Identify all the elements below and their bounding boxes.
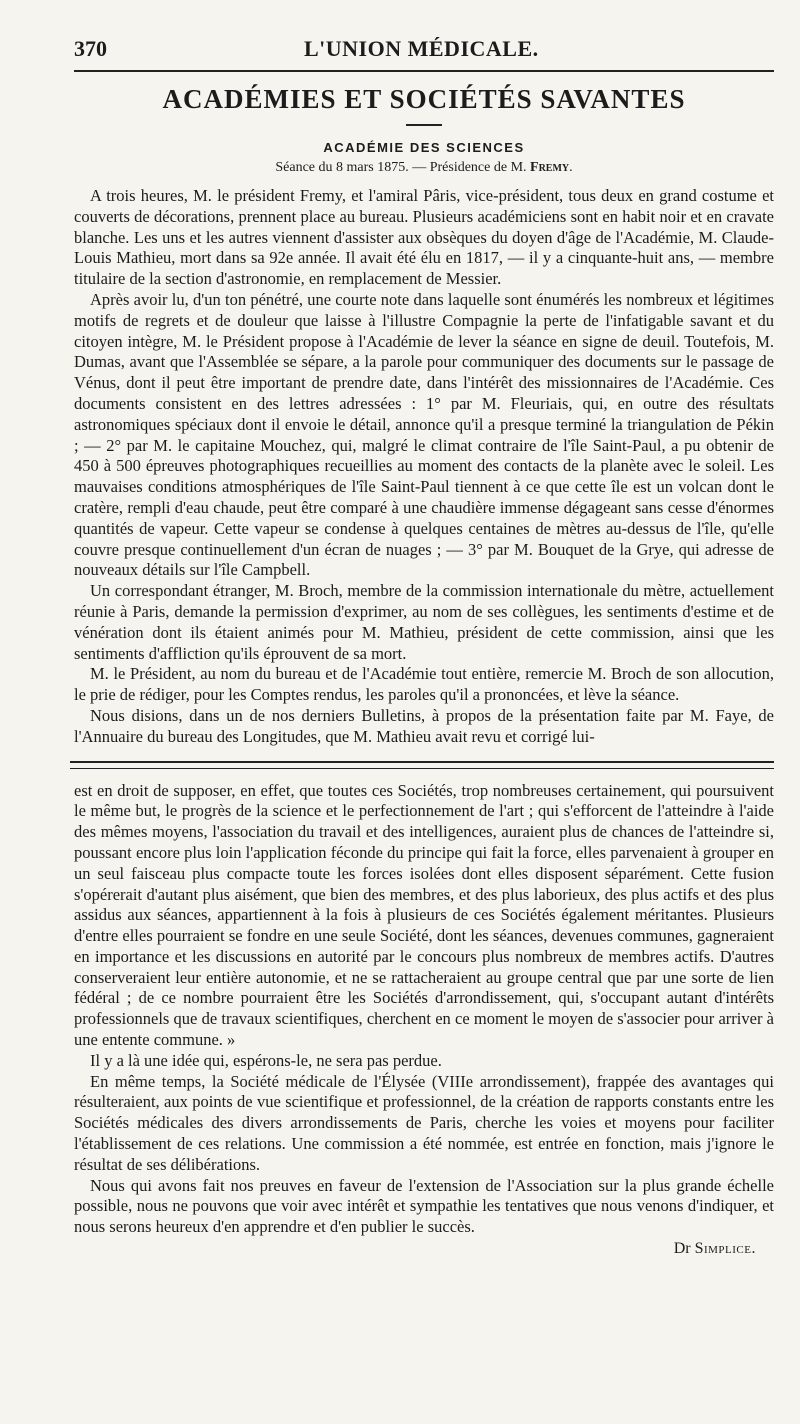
signature-name: Simplice. [694,1240,756,1258]
paragraph: A trois heures, M. le président Fremy, et l'amiral Pâris, vice-président, tous deux en grand costume et couverts de décorations, prennent place au bureau. Plusieurs académiciens sont en habit noir et en cravate blanche. Les uns et les autres viennent d'assister aux obsèques du doyen d'âge de l'Académie, M. Claude-Louis Mathieu, mort dans sa 92e année. Il avait été élu en 1817, — il y a cinquante-huit ans, — membre titulaire de la section d'astronomie, en remplacement de Messier. [74,186,774,289]
page-number: 370 [74,36,107,61]
paragraph: Nous disions, dans un de nos derniers Bulletins, à propos de la présentation faite par M. Faye, de l'Annuaire du bureau des Longitudes, que M. Mathieu avait revu et corrigé lui- [74,705,774,746]
paragraph: M. le Président, au nom du bureau et de l'Académie tout entière, remercie M. Broch de son allocution, le prie de rédiger, pour les Comptes rendus, les paroles qu'il a prononcées, et lève la séance. [74,664,774,705]
signature [74,1240,774,1258]
paragraph: Après avoir lu, d'un ton pénétré, une courte note dans laquelle sont énumérés les nombreux et légitimes motifs de regrets et de douleur que laisse à l'illustre Compagnie la perte de l'infatigable savant et du citoyen intègre, M. le Président propose à l'Académie de lever la séance en signe de deuil. Toutefois, M. Dumas, avant que l'Assemblée se sépare, a la parole pour communiquer des documents sur le passage de Vénus, dont il peut être important de prendre date, dans l'intérêt des missionnaires de l'Académie. Ces documents consistent en des lettres adressées : 1° par M. Fleuriais, qui, en outre des résultats astronomiques spéciaux dont il envoie le détail, annonce qu'il a presque terminé la triangulation de Pékin ; — 2° par M. le capitaine Mouchez, qui, malgré le climat contraire de l'île Saint-Paul, a pu obtenir de 450 à 500 épreuves photographiques recueillies au moment des contacts de la planète avec le soleil. Les mauvaises conditions atmosphériques de l'île Saint-Paul tiennent à ce que cette île est un volcan dont le cratère, rempli d'eau chaude, peut être comparé à une chaudière immense dégageant sans cesse d'énormes quantités de vapeur. Cette vapeur se condense à quelques centaines de mètres au-dessus de l'île, qu'elle couvre presque continuellement d'un écran de nuages ; — 3° par M. Bouquet de la Grye, qui adresse de nouveaux détails sur l'île Campbell. [74,289,774,580]
feuilleton-continuation [74,781,774,1239]
signature-prefix: Dr [673,1240,691,1258]
section-subtitle: ACADÉMIE DES SCIENCES [323,140,525,155]
article-body [74,186,774,748]
journal-title: L'UNION MÉDICALE. [304,36,539,61]
title-rule [406,124,442,126]
paragraph: Il y a là une idée qui, espérons-le, ne sera pas perdue. [90,1050,442,1070]
paragraph: Nous qui avons fait nos preuves en faveur de l'extension de l'Association sur la plus grande échelle possible, nous ne pouvons que voir avec intérêt et sympathie les tentatives que nous venons d'indiquer, et nous serons heureux d'en apprendre et d'en publier le succès. [74,1175,774,1237]
session-prefix: Séance du 8 mars 1875. — Présidence de M. [275,160,527,175]
session-president: Fremy [530,160,570,175]
session-line: Séance du 8 mars 1875. — Présidence de M. Fremy. [275,160,573,175]
paragraph: En même temps, la Société médicale de l'Élysée (VIIIe arrondissement), frappée des avantages qui résulteraient, aux points de vue scientifique et professionnel, de la création de rapports constants entre les Sociétés médicales des divers arrondissements de Paris, cherche les voies et moyens pour faciliter l'établissement de ces relations. Une commission a été nommée, est entrée en fonction, mais j'ignore le résultat de ses délibérations. [74,1071,774,1174]
feuilleton-separator [70,761,774,769]
paragraph: Un correspondant étranger, M. Broch, membre de la commission internationale du mètre, actuellement réunie à Paris, demande la permission d'exprimer, au nom de ses collègues, les sentiments d'estime et de vénération dont ils étaient animés pour M. Mathieu, président de cette commission, ainsi que les sentiments d'affliction qu'ils éprouvent de sa mort. [74,581,774,663]
section-title: ACADÉMIES ET SOCIÉTÉS SAVANTES [162,84,686,114]
header-rule [74,70,774,72]
running-header [74,36,774,66]
paragraph: est en droit de supposer, en effet, que toutes ces Sociétés, trop nombreuses certainement, qui poursuivent le même but, le progrès de la science et le perfectionnement de l'art ; qui s'efforcent de l'atteindre à l'aide des mêmes moyens, l'association du travail et des intelligences, auraient plus de chances de l'atteindre si, poussant encore plus loin l'application féconde du principe qui fait la force, elles parvenaient à grouper en un seul faisceau plus compacte toute les forces isolées dont elles disposent séparément. Cette fusion s'opérerait d'autant plus aisément, que bien des membres, et des plus laborieux, des plus actifs et des plus assidus aux séances, appartiennent à la fois à plusieurs de ces Sociétés également méritantes. Plusieurs d'entre elles pourraient se fondre en une seule Société, dont les séances, devenues communes, gagneraient en importance et les discussions en autorité par le concours plus nombreux de membres actifs. D'autres conserveraient leur entière autonomie, et ne se rattacheraient au groupe central que par une sorte de lien fédéral ; de ce nombre pourraient être les Sociétés d'arrondissement, qui, s'occupant autant d'intérêts professionnels que de travaux scientifiques, cherchent en ce moment le moyen de s'associer pour arriver à une entente commune. » [74,780,774,1050]
